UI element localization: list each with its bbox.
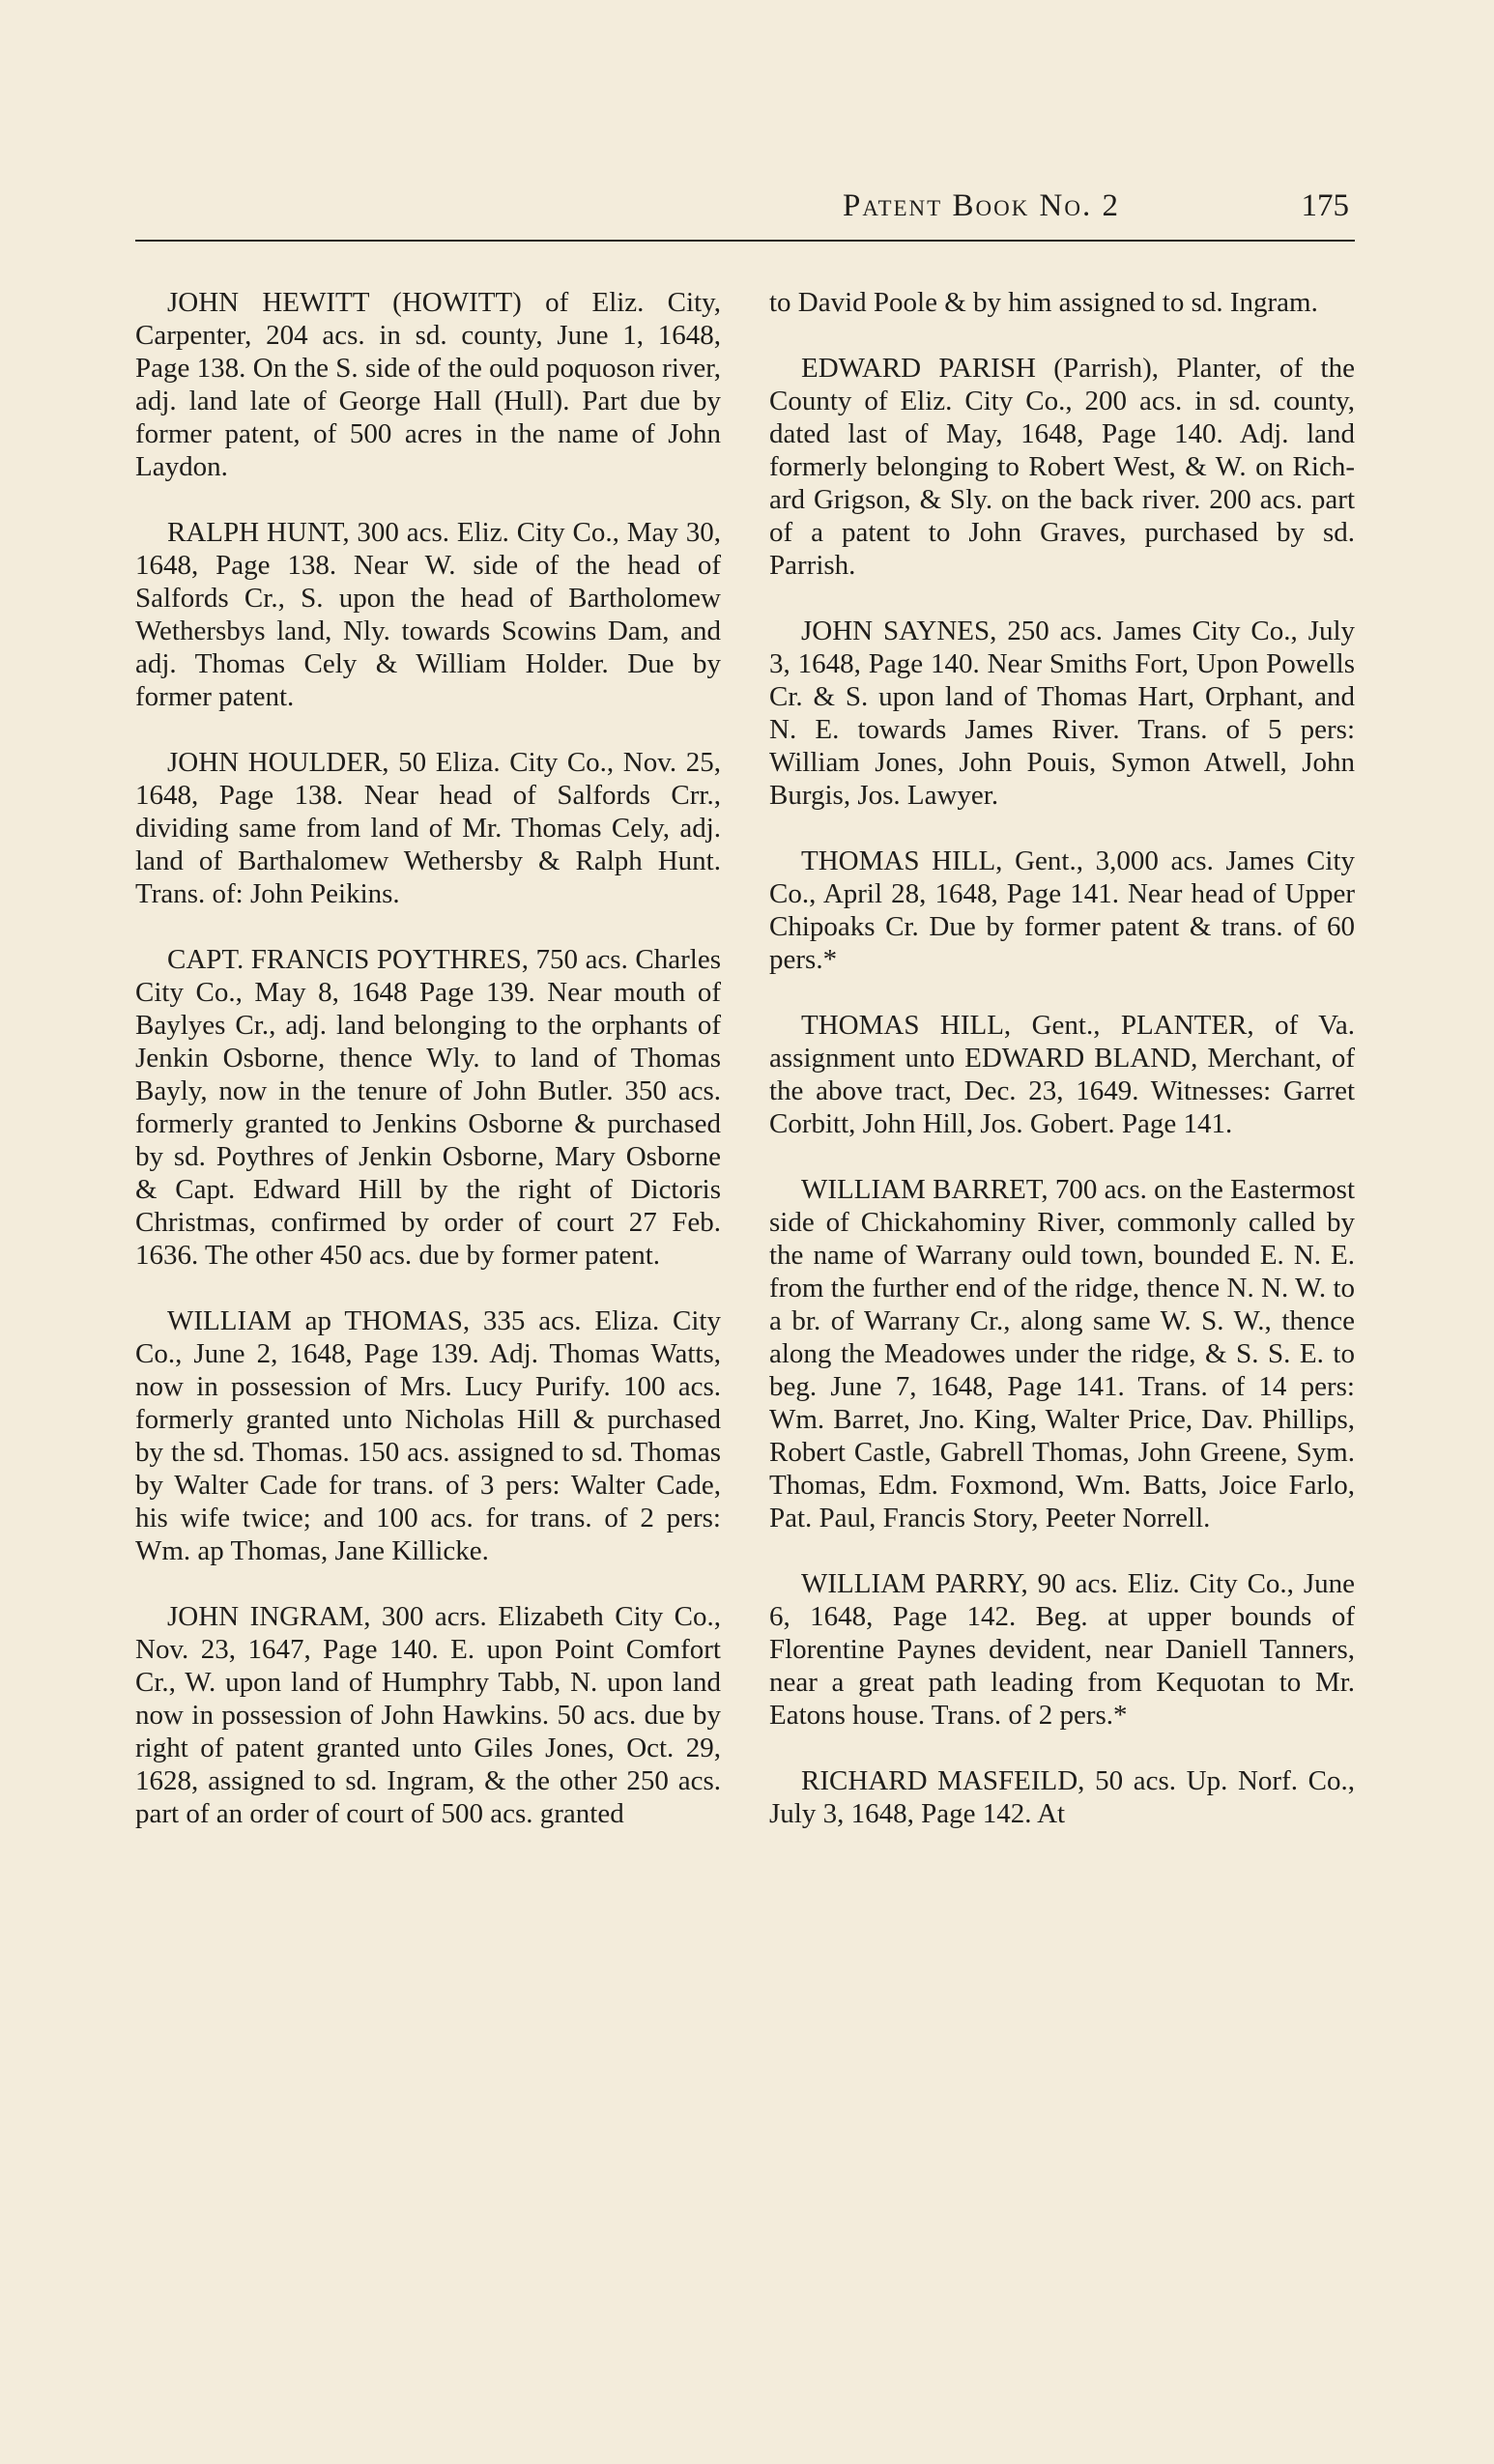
patent-entry-william-parry: WILLIAM PARRY, 90 acs. Eliz. City Co., June 6, 1648, Page 142. Beg. at upper bounds of Florentine Paynes devident, near Daniell Tanners, near a great path leading from Kequotan to Mr. Eatons house. Trans. of 2 pers.* (769, 1568, 1355, 1731)
right-column (769, 286, 1355, 1863)
patent-entry-edward-parish: EDWARD PARISH (Parrish), Planter, of the County of Eliz. City Co., 200 acs. in sd. county, dated last of May, 1648, Page 140. Adj. land formerly belonging to Robert West, & W. on Richard Grigson, & Sly. on the back river. 200 acs. part of a patent to John Graves, purchased by sd. Parrish. (769, 353, 1355, 581)
running-header (135, 188, 1355, 237)
patent-entry-ralph-hunt: RALPH HUNT, 300 acs. Eliz. City Co., May 30, 1648, Page 138. Near W. side of the head of Salfords Cr., S. upon the head of Bartholomew Wethersbys land, Nly. towards Scowins Dam, and adj. Thomas Cely & William Holder. Due by former patent. (135, 517, 721, 712)
patent-entry-john-saynes: JOHN SAYNES, 250 acs. James City Co., July 3, 1648, Page 140. Near Smiths Fort, Upon Powells Cr. & S. upon land of Thomas Hart, Orphant, and N. E. towards James River. Trans. of 5 pers: William Jones, John Pouis, Symon Atwell, John Burgis, Jos. Lawyer. (769, 616, 1355, 811)
patent-entry-john-ingram: JOHN INGRAM, 300 acrs. Elizabeth City Co., Nov. 23, 1647, Page 140. E. upon Point Comfort Cr., W. upon land of Humphry Tabb, N. upon land now in possession of John Hawkins. 50 acs. due by right of patent granted unto Giles Jones, Oct. 29, 1628, assigned to sd. Ingram, & the other 250 acs. part of an order of court of 500 acs. granted (135, 1601, 721, 1829)
patent-entry-william-barret: WILLIAM BARRET, 700 acs. on the Eastermost side of Chickahominy River, commonly called by the name of Warrany ould town, bounded E. N. E. from the further end of the ridge, thence N. N. W. to a br. of Warrany Cr., along same W. S. W., thence along the Meadowes under the ridge, & S. S. E. to beg. June 7, 1648, Page 141. Trans. of 14 pers: Wm. Barret, Jno. King, Walter Price, Dav. Phillips, Robert Castle, Gabrell Thomas, John Greene, Sym. Thomas, Edm. Foxmond, Wm. Batts, Joice Farlo, Pat. Paul, Francis Story, Peeter Norrell. (769, 1174, 1355, 1533)
patent-entry-william-ap-thomas: WILLIAM ap THOMAS, 335 acs. Eliza. City Co., June 2, 1648, Page 139. Adj. Thomas Watts, now in possession of Mrs. Lucy Purify. 100 acs. formerly granted unto Nicholas Hill & purchased by the sd. Thomas. 150 acs. assigned to sd. Thomas by Walter Cade for trans. of 3 pers: Walter Cade, his wife twice; and 100 acs. for trans. of 2 pers: Wm. ap Thomas, Jane Killicke. (135, 1305, 721, 1566)
patent-entry-john-hewitt: JOHN HEWITT (HOWITT) of Eliz. City, Carpenter, 204 acs. in sd. county, June 1, 1648, Page 138. On the S. side of the ould poquoson river, adj. land late of George Hall (Hull). Part due by former patent, of 500 acres in the name of John Laydon. (135, 287, 721, 482)
patent-entry-john-houlder: JOHN HOULDER, 50 Eliza. City Co., Nov. 25, 1648, Page 138. Near head of Salfords Crr., dividing same from land of Mr. Thomas Cely, adj. land of Barthalomew Wethersby & Ralph Hunt. Trans. of: John Peikins. (135, 747, 721, 909)
patent-entry-thomas-hill-assignment: THOMAS HILL, Gent., PLANTER, of Va. assignment unto EDWARD BLAND, Merchant, of the above tract, Dec. 23, 1649. Witnesses: Garret Corbitt, John Hill, Jos. Gobert. Page 141. (769, 1010, 1355, 1139)
patent-entry-francis-poythres: CAPT. FRANCIS POYTHRES, 750 acs. Charles City Co., May 8, 1648 Page 139. Near mouth of Baylyes Cr., adj. land belonging to the orphants of Jenkin Osborne, thence Wly. to land of Thomas Bayly, now in the tenure of John Butler. 350 acs. formerly granted to Jenkins Osborne & purchased by sd. Poythres of Jenkin Osborne, Mary Osborne & Capt. Edward Hill by the right of Dictoris Christmas, confirmed by order of court 27 Feb. 1636. The other 450 acs. due by former patent. (135, 944, 721, 1271)
patent-entry-thomas-hill: THOMAS HILL, Gent., 3,000 acs. James City Co., April 28, 1648, Page 141. Near head of Upper Chipoaks Cr. Due by former patent & trans. of 60 pers.* (769, 845, 1355, 975)
running-head-title: Patent Book No. 2 (843, 188, 1120, 223)
page-number: 175 (1301, 188, 1349, 223)
patent-entry-richard-masfeild: RICHARD MASFEILD, 50 acs. Up. Norf. Co., July 3, 1648, Page 142. At (769, 1765, 1355, 1829)
left-column (135, 286, 721, 1863)
patent-entry-continuation: to David Poole & by him assigned to sd. Ingram. (769, 287, 1318, 318)
header-rule (135, 240, 1355, 242)
